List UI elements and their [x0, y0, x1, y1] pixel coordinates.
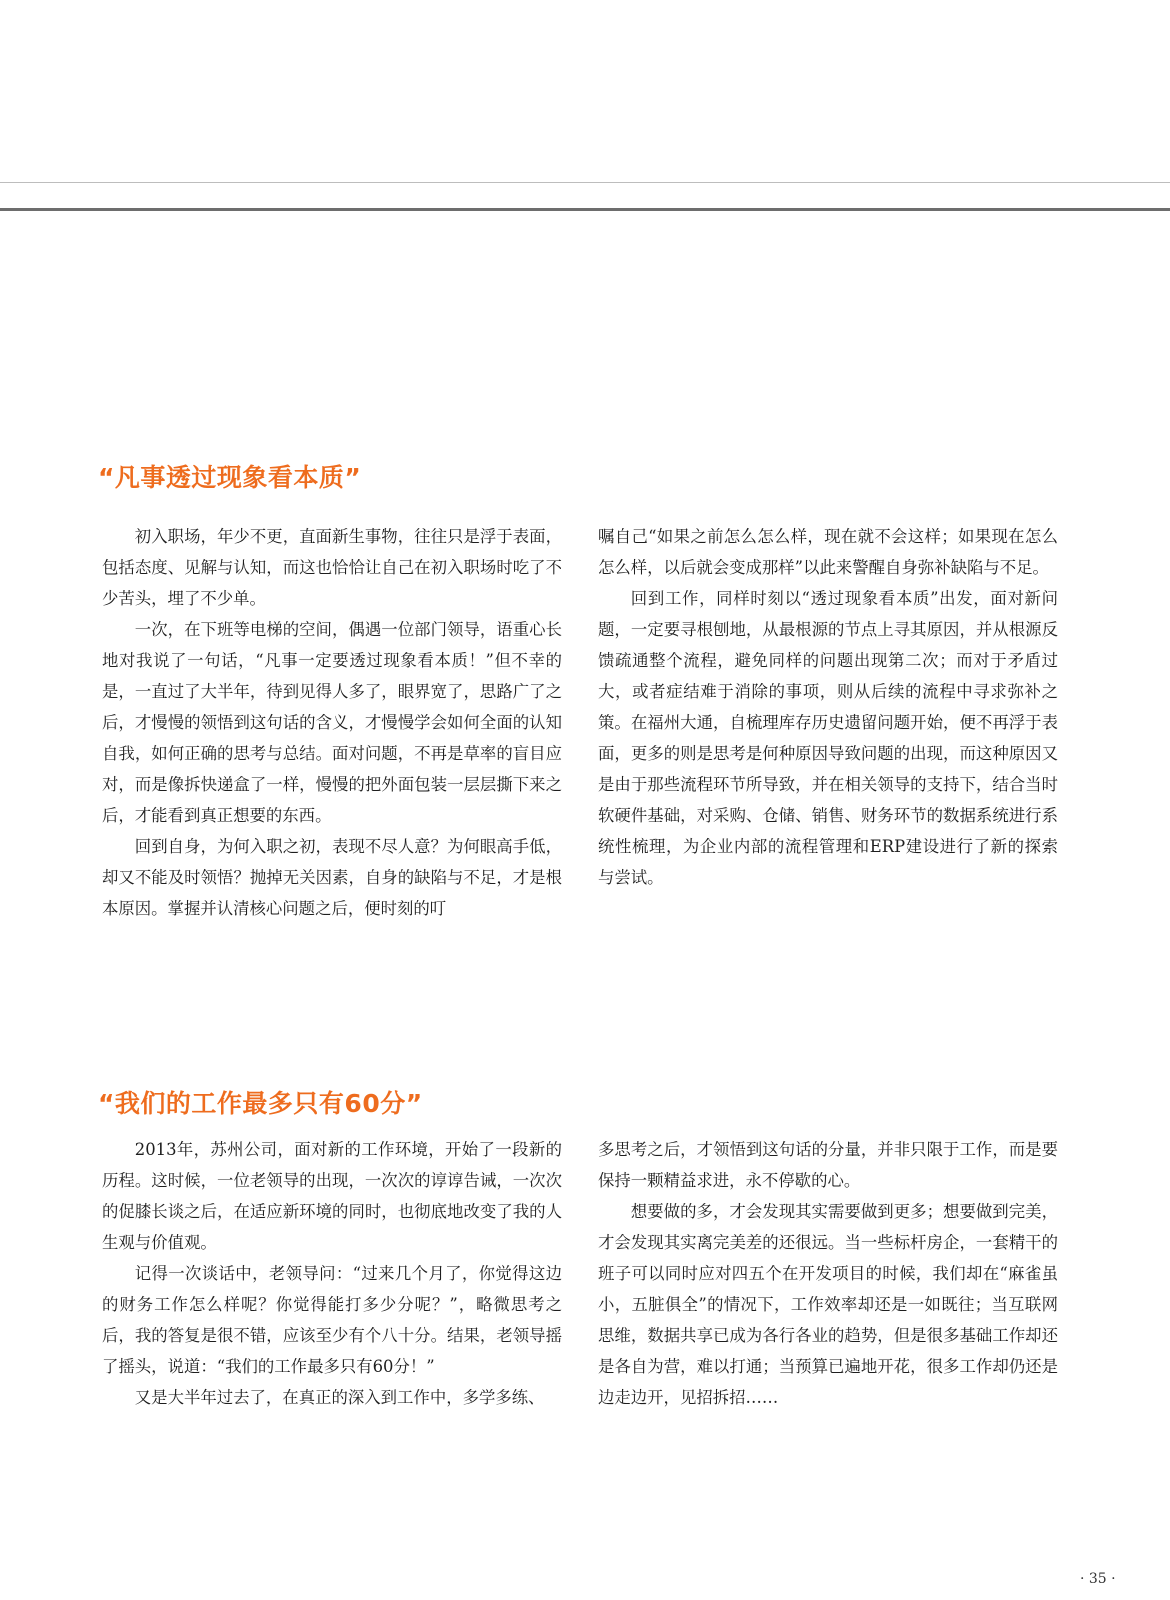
- paragraph-continued: 嘱自己“如果之前怎么怎么样，现在就不会这样；如果现在怎么怎么样，以后就会变成那样”以此来警醒自身弥补缺陷与不足。: [598, 527, 1058, 577]
- paragraph: 回到工作，同样时刻以“透过现象看本质”出发，面对新问题，一定要寻根刨地，从最根源的节点上寻其原因，并从根源反馈疏通整个流程，避免同样的问题出现第二次；而对于矛盾过大，或者症结难于消除的事项，则从后续的流程中寻求弥补之策。在福州大通，自梳理库存历史遗留问题开始，便不再浮于表面，更多的则是思考是何种原因导致问题的出现，而这种原因又是由于那些流程环节所导致，并在相关领导的支持下，结合当时软硬件基础，对采购、仓储、销售、财务环节的数据系统进行系统性梳理，为企业内部的流程管理和ERP建设进行了新的探索与尝试。: [598, 589, 1058, 887]
- section-heading-essence: “凡事透过现象看本质”: [98, 463, 362, 492]
- header-rule-thick: [0, 208, 1170, 211]
- section1-right-column: [598, 521, 1058, 893]
- paragraph: 初入职场，年少不更，直面新生事物，往往只是浮于表面，包括态度、见解与认知，而这也恰恰让自己在初入职场时吃了不少苦头，埋了不少单。: [102, 527, 562, 608]
- paragraph: 记得一次谈话中，老领导问：“过来几个月了，你觉得这边的财务工作怎么样呢？你觉得能打多少分呢？”，略微思考之后，我的答复是很不错，应该至少有个八十分。结果，老领导摇了摇头，说道：“我们的工作最多只有60分！”: [102, 1264, 562, 1376]
- section2-left-column: [102, 1134, 562, 1413]
- paragraph: 2013年，苏州公司，面对新的工作环境，开始了一段新的历程。这时候，一位老领导的出现，一次次的谆谆告诫，一次次的促膝长谈之后，在适应新环境的同时，也彻底地改变了我的人生观与价值观。: [102, 1140, 562, 1252]
- section-heading-sixty-points: “我们的工作最多只有60分”: [98, 1089, 423, 1118]
- page-number: · 35 ·: [1080, 1571, 1116, 1587]
- paragraph: 又是大半年过去了，在真正的深入到工作中，多学多练、: [134, 1388, 545, 1407]
- paragraph: 回到自身，为何入职之初，表现不尽人意？为何眼高手低，却又不能及时领悟？抛掉无关因素，自身的缺陷与不足，才是根本原因。掌握并认清核心问题之后，便时刻的叮: [102, 837, 562, 918]
- section2-right-column: [598, 1134, 1058, 1413]
- paragraph-continued: 多思考之后，才领悟到这句话的分量，并非只限于工作，而是要保持一颗精益求进，永不停歇的心。: [598, 1140, 1058, 1190]
- paragraph: 一次，在下班等电梯的空间，偶遇一位部门领导，语重心长地对我说了一句话，“凡事一定要透过现象看本质！”但不幸的是，一直过了大半年，待到见得人多了，眼界宽了，思路广了之后，才慢慢的领悟到这句话的含义，才慢慢学会如何全面的认知自我，如何正确的思考与总结。面对问题，不再是草率的盲目应对，而是像拆快递盒了一样，慢慢的把外面包装一层层撕下来之后，才能看到真正想要的东西。: [102, 620, 562, 825]
- header-rule-thin: [0, 182, 1170, 183]
- paragraph: 想要做的多，才会发现其实需要做到更多；想要做到完美，才会发现其实离完美差的还很远。当一些标杆房企，一套精干的班子可以同时应对四五个在开发项目的时候，我们却在“麻雀虽小，五脏俱全”的情况下，工作效率却还是一如既往；当互联网思维，数据共享已成为各行各业的趋势，但是很多基础工作却还是各自为营，难以打通；当预算已遍地开花，很多工作却仍还是边走边开，见招拆招……: [598, 1202, 1058, 1407]
- section1-left-column: [102, 521, 562, 924]
